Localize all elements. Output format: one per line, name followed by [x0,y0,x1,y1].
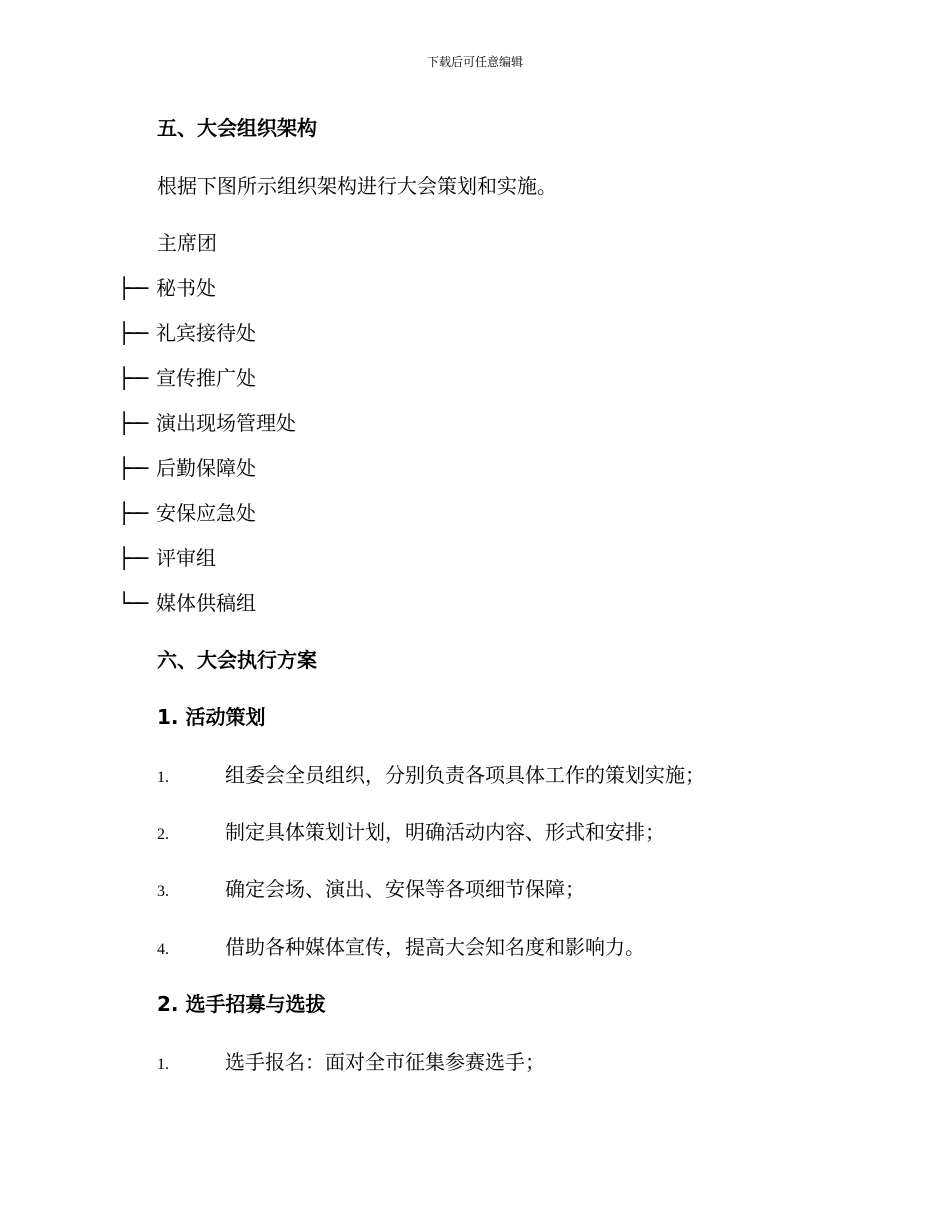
list-number: 1. [157,1056,169,1073]
section5-title: 五、大会组织架构 [157,116,317,140]
branch-connector: ├── [118,276,146,300]
list-number: 2. [157,826,169,843]
list-number: 3. [157,883,169,900]
page-header: 下载后可任意编辑 [426,55,523,69]
branch-connector: ├── [118,546,146,570]
branch-label: 演出现场管理处 [156,411,296,435]
list-text: 制定具体策划计划，明确活动内容、形式和安排； [225,820,665,844]
branch-label: 后勤保障处 [156,456,256,480]
list-item [157,761,705,792]
org-branch [118,589,256,617]
list-text: 确定会场、演出、安保等各项细节保障； [225,877,585,901]
org-branch [118,409,296,437]
branch-label: 安保应急处 [156,501,256,525]
branch-connector: ├── [118,321,146,345]
branch-label: 宣传推广处 [156,366,256,390]
branch-label: 礼宾接待处 [156,321,256,345]
subsection-title: 1. 活动策划 [157,705,266,729]
list-item [157,875,585,906]
branch-connector: ├── [118,456,146,480]
list-text: 选手报名：面对全市征集参赛选手； [225,1050,545,1074]
branch-label: 评审组 [156,546,216,570]
list-item [157,1048,545,1079]
list-item [157,933,645,964]
section5-intro: 根据下图所示组织架构进行大会策划和实施。 [157,174,557,198]
list-item [157,818,665,849]
org-branch [118,499,256,527]
branch-connector: └── [118,591,146,615]
branch-connector: ├── [118,411,146,435]
list-number: 4. [157,941,169,958]
list-number: 1. [157,769,169,786]
branch-connector: ├── [118,366,146,390]
org-branch [118,454,256,482]
org-root: 主席团 [157,231,217,255]
org-branch [118,364,256,392]
branch-label: 媒体供稿组 [156,591,256,615]
org-branch [118,319,256,347]
org-branch [118,544,216,572]
subsection-title: 2. 选手招募与选拔 [157,992,326,1016]
list-text: 组委会全员组织，分别负责各项具体工作的策划实施； [225,763,705,787]
branch-connector: ├── [118,501,146,525]
org-branch [118,274,216,302]
section6-title: 六、大会执行方案 [157,648,317,672]
list-text: 借助各种媒体宣传，提高大会知名度和影响力。 [225,935,645,959]
branch-label: 秘书处 [156,276,216,300]
